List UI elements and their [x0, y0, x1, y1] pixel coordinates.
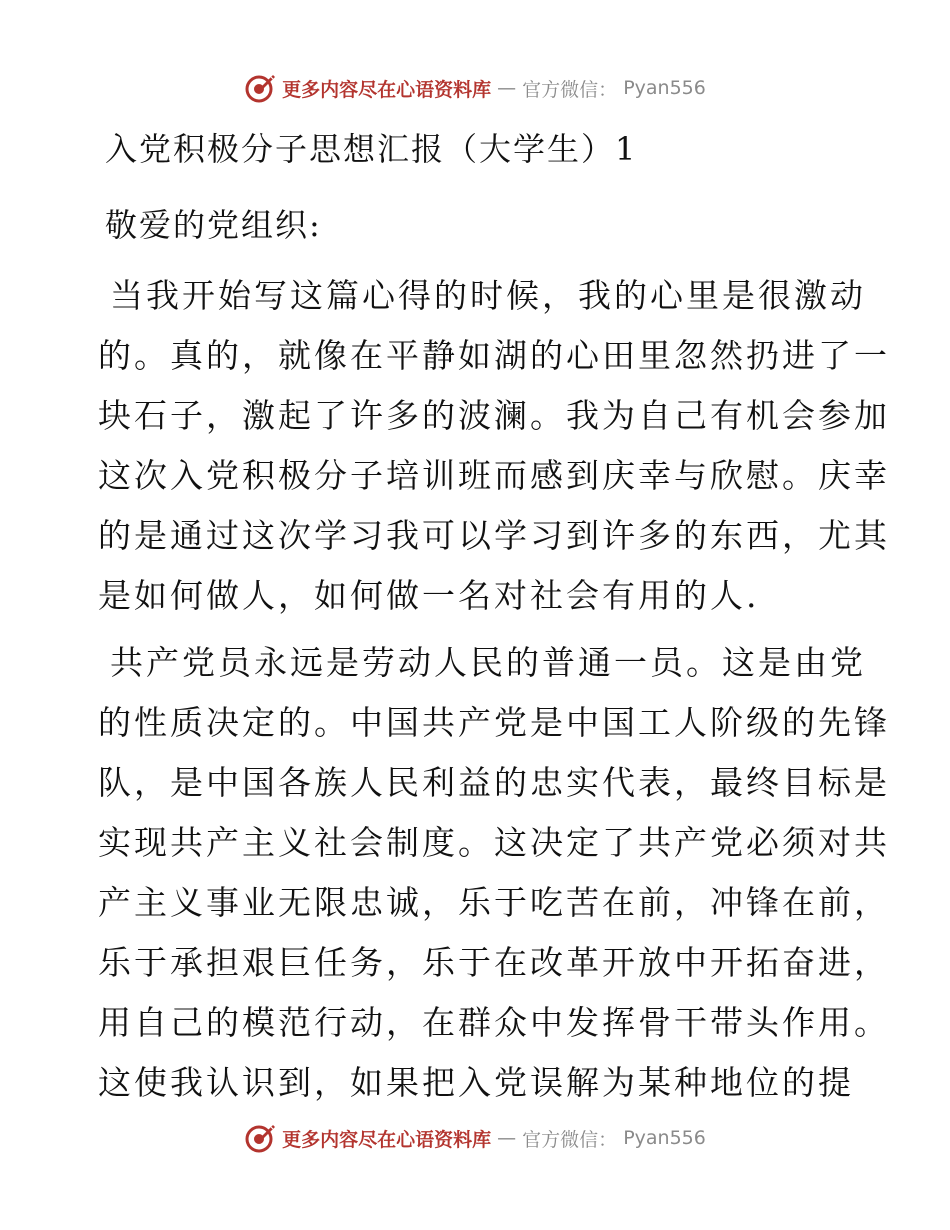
paragraph-line: 是如何做人，如何做一名对社会有用的人.	[98, 576, 760, 615]
paragraph-line: 的是通过这次学习我可以学习到许多的东西，尤其	[98, 516, 890, 555]
footer-banner	[0, 1122, 950, 1154]
pen-circle-logo-icon	[244, 72, 276, 104]
footer-brand-text: 更多内容尽在心语资料库	[282, 1128, 492, 1151]
paragraph-line: 这次入党积极分子培训班而感到庆幸与欣慰。庆幸	[98, 456, 890, 495]
paragraph-line: 的。真的，就像在平静如湖的心田里忽然扔进了一	[98, 336, 890, 375]
header-brand-text: 更多内容尽在心语资料库	[282, 78, 492, 101]
pen-circle-logo-icon	[244, 1122, 276, 1154]
paragraph-line: 的性质决定的。中国共产党是中国工人阶级的先锋	[98, 703, 890, 742]
document-title: 入党积极分子思想汇报（大学生）1	[105, 130, 638, 168]
paragraph-2	[98, 633, 890, 1113]
paragraph-line: 当我开始写这篇心得的时候，我的心里是很激动	[110, 276, 866, 315]
footer-contact-label: 官方微信：	[522, 1128, 618, 1151]
paragraph-line: 产主义事业无限忠诚，乐于吃苦在前，冲锋在前，	[98, 883, 890, 922]
paragraph-line: 乐于承担艰巨任务，乐于在改革开放中开拓奋进，	[98, 943, 890, 982]
header-contact-label: 官方微信：	[522, 78, 618, 101]
paragraph-1	[98, 266, 890, 626]
paragraph-line: 队，是中国各族人民利益的忠实代表，最终目标是	[98, 763, 890, 802]
paragraph-line: 共产党员永远是劳动人民的普通一员。这是由党	[110, 643, 866, 682]
footer-separator: —	[497, 1127, 517, 1149]
header-contact-id: Pyan556	[623, 77, 706, 99]
footer-contact-id: Pyan556	[623, 1127, 706, 1149]
document-greeting: 敬爱的党组织:	[105, 206, 322, 244]
header-banner	[0, 72, 950, 104]
paragraph-line: 块石子，激起了许多的波澜。我为自己有机会参加	[98, 396, 890, 435]
paragraph-line: 实现共产主义社会制度。这决定了共产党必须对共	[98, 823, 890, 862]
header-separator: —	[497, 77, 517, 99]
paragraph-line: 用自己的模范行动，在群众中发挥骨干带头作用。	[98, 1003, 890, 1042]
paragraph-line: 这使我认识到，如果把入党误解为某种地位的提	[98, 1063, 854, 1102]
